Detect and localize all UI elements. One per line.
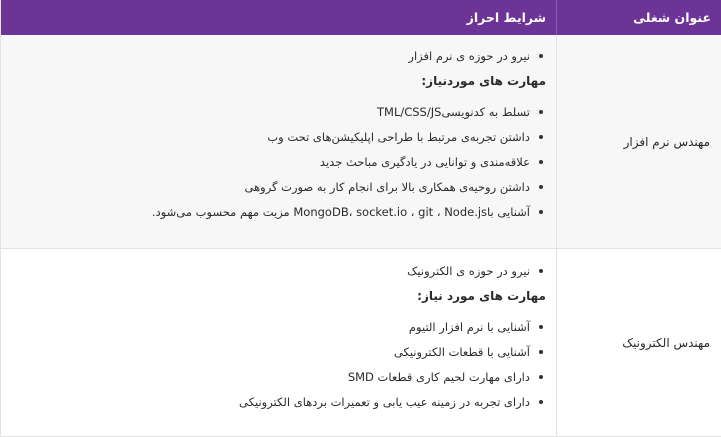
skills-list xyxy=(1,104,546,220)
list-item: نیرو در حوزه ی الکترونیک xyxy=(1,263,530,279)
intro-list xyxy=(1,48,546,64)
list-item: آشنایی با نرم افزار التیوم xyxy=(1,319,530,335)
list-item: آشنایی باMongoDB، socket.io ، git ، Node.js مزیت مهم محسوب می‌شود. xyxy=(1,204,530,220)
table-header xyxy=(1,0,721,35)
job-title-cell: مهندس نرم افزار xyxy=(556,35,721,248)
requirements-cell xyxy=(1,249,556,436)
list-item: تسلط به کدنویسیTML/CSS/JS xyxy=(1,104,530,120)
job-title-cell: مهندس الکترونیک xyxy=(556,249,721,436)
requirements-cell xyxy=(1,35,556,248)
list-item: داشتن روحیه‌ی همکاری بالا برای انجام کار به صورت گروهی xyxy=(1,179,530,195)
header-job-title: عنوان شغلی xyxy=(556,0,721,35)
intro-list xyxy=(1,263,546,279)
skills-list xyxy=(1,319,546,410)
list-item: علاقه‌مندی و توانایی در یادگیری مباحث جدید xyxy=(1,154,530,170)
list-item: داشتن تجربه‌ی مرتبط با طراحی اپلیکیشن‌های تحت وب xyxy=(1,129,530,145)
table-row xyxy=(1,35,721,249)
list-item: آشنایی با قطعات الکترونیکی xyxy=(1,344,530,360)
skills-heading: مهارت های موردنیاز: xyxy=(421,74,546,88)
header-requirements: شرایط احراز xyxy=(466,10,546,25)
list-item: دارای مهارت لحیم کاری قطعات SMD xyxy=(1,369,530,385)
list-item: نیرو در حوزه ی نرم افزار xyxy=(1,48,530,64)
skills-heading: مهارت های مورد نیاز: xyxy=(417,289,546,303)
list-item: دارای تجربه در زمینه عیب یابی و تعمیرات بردهای الکترونیکی xyxy=(1,394,530,410)
table-row xyxy=(1,249,721,437)
